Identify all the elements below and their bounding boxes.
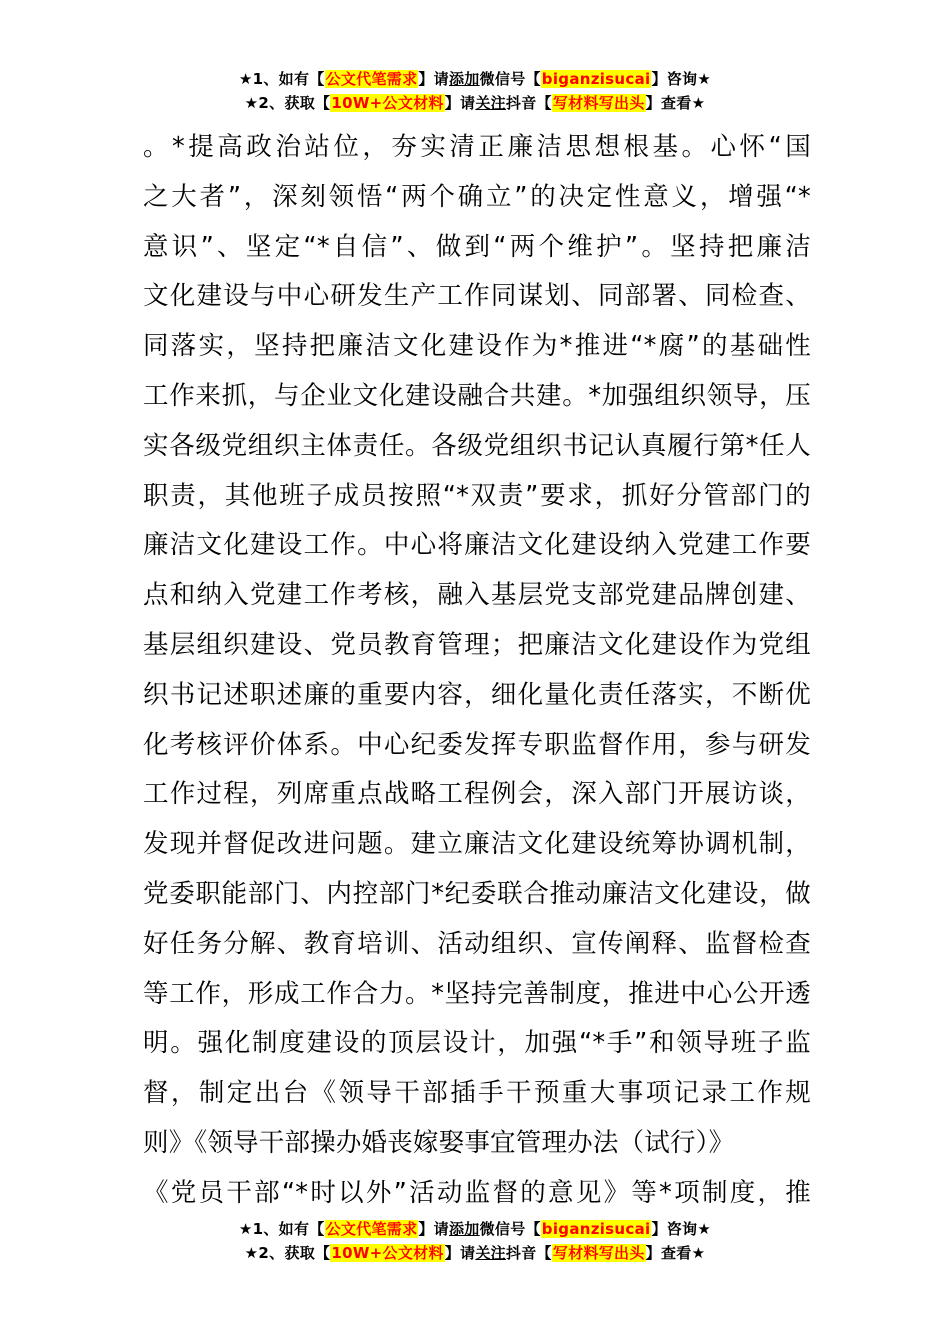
body-line: 好任务分解、教育培训、活动组织、宣传阐释、监督检查 [143, 928, 811, 959]
promo-text: ★2、获取【 [244, 94, 331, 112]
body-line: 党委职能部门、内控部门*纪委联合推动廉洁文化建设，做 [143, 878, 811, 909]
body-line: 督，制定出台《领导干部插手干预重大事项记录工作规 [143, 1078, 811, 1109]
body-line: 基层组织建设、党员教育管理；把廉洁文化建设作为党组 [143, 629, 811, 660]
promo-highlight-materials: 10W+公文材料 [331, 1244, 444, 1262]
body-line: 《党员干部“*时以外”活动监督的意见》等*项制度，推 [143, 1177, 811, 1208]
body-line: 则》《领导干部操办婚丧嫁娶事宜管理办法（试行）》 [143, 1127, 735, 1158]
body-line: 之大者”，深刻领悟“两个确立”的决定性意义，增强“* [143, 181, 811, 212]
body-line: 。*提高政治站位，夯实清正廉洁思想根基。心怀“国 [143, 132, 811, 162]
body-line: 明。强化制度建设的顶层设计，加强“*手”和领导班子监 [143, 1028, 811, 1059]
promo-text: ★1、如有【 [238, 1220, 325, 1238]
body-line: 织书记述职述廉的重要内容，细化量化责任落实，不断优 [143, 679, 811, 710]
body-line: 工作过程，列席重点战略工程例会，深入部门开展访谈， [143, 779, 811, 810]
body-line: 实各级党组织主体责任。各级党组织书记认真履行第*任人 [143, 430, 811, 461]
body-line: 化考核评价体系。中心纪委发挥专职监督作用，参与研发 [143, 729, 811, 760]
promo-highlight-wechat-id: biganzisucai [541, 1220, 651, 1238]
promo-highlight-service: 公文代笔需求 [325, 1220, 418, 1238]
promo-text: 】请 [418, 70, 449, 88]
promo-text: 微信号【 [479, 1220, 541, 1238]
body-line: 等工作，形成工作合力。*坚持完善制度，推进中心公开透 [143, 978, 811, 1009]
promo-underlined-text: 关注 [475, 94, 506, 112]
promo-text: 微信号【 [479, 70, 541, 88]
promo-highlight-service: 公文代笔需求 [325, 70, 418, 88]
document-body [143, 123, 811, 1219]
promo-highlight-douyin-account: 写材料写出头 [552, 94, 645, 112]
header-promo-banner [0, 68, 950, 116]
promo-text: 】查看★ [645, 94, 706, 112]
promo-text: 】请 [418, 1220, 449, 1238]
footer-promo-banner [0, 1218, 950, 1266]
body-line: 职责，其他班子成员按照“*双责”要求，抓好分管部门的 [143, 480, 811, 511]
promo-highlight-materials: 10W+公文材料 [331, 94, 444, 112]
body-line: 工作来抓，与企业文化建设融合共建。*加强组织领导，压 [143, 380, 811, 411]
body-line: 同落实，坚持把廉洁文化建设作为*推进“*腐”的基础性 [143, 331, 811, 362]
footer-promo-line-2 [0, 1242, 950, 1266]
promo-text: 】咨询★ [651, 1220, 712, 1238]
promo-text: 】查看★ [645, 1244, 706, 1262]
header-promo-line-2 [0, 92, 950, 116]
body-line: 意识”、坚定“*自信”、做到“两个维护”。坚持把廉洁 [143, 231, 811, 262]
header-promo-line-1 [0, 68, 950, 92]
body-line: 文化建设与中心研发生产工作同谋划、同部署、同检查、 [143, 281, 811, 312]
body-line: 发现并督促改进问题。建立廉洁文化建设统筹协调机制， [143, 829, 811, 860]
promo-text: ★1、如有【 [238, 70, 325, 88]
promo-underlined-text: 添加 [448, 70, 480, 88]
promo-text: 抖音【 [505, 94, 552, 112]
promo-highlight-wechat-id: biganzisucai [541, 70, 651, 88]
promo-text: 】请 [444, 94, 476, 112]
promo-text: 抖音【 [505, 1244, 552, 1262]
promo-underlined-text: 添加 [448, 1220, 480, 1238]
body-line: 点和纳入党建工作考核，融入基层党支部党建品牌创建、 [143, 580, 811, 611]
promo-text: ★2、获取【 [244, 1244, 331, 1262]
promo-text: 】请 [444, 1244, 476, 1262]
promo-highlight-douyin-account: 写材料写出头 [552, 1244, 645, 1262]
promo-text: 】咨询★ [651, 70, 712, 88]
body-line: 廉洁文化建设工作。中心将廉洁文化建设纳入党建工作要 [143, 530, 811, 561]
promo-underlined-text: 关注 [475, 1244, 506, 1262]
footer-promo-line-1 [0, 1218, 950, 1242]
